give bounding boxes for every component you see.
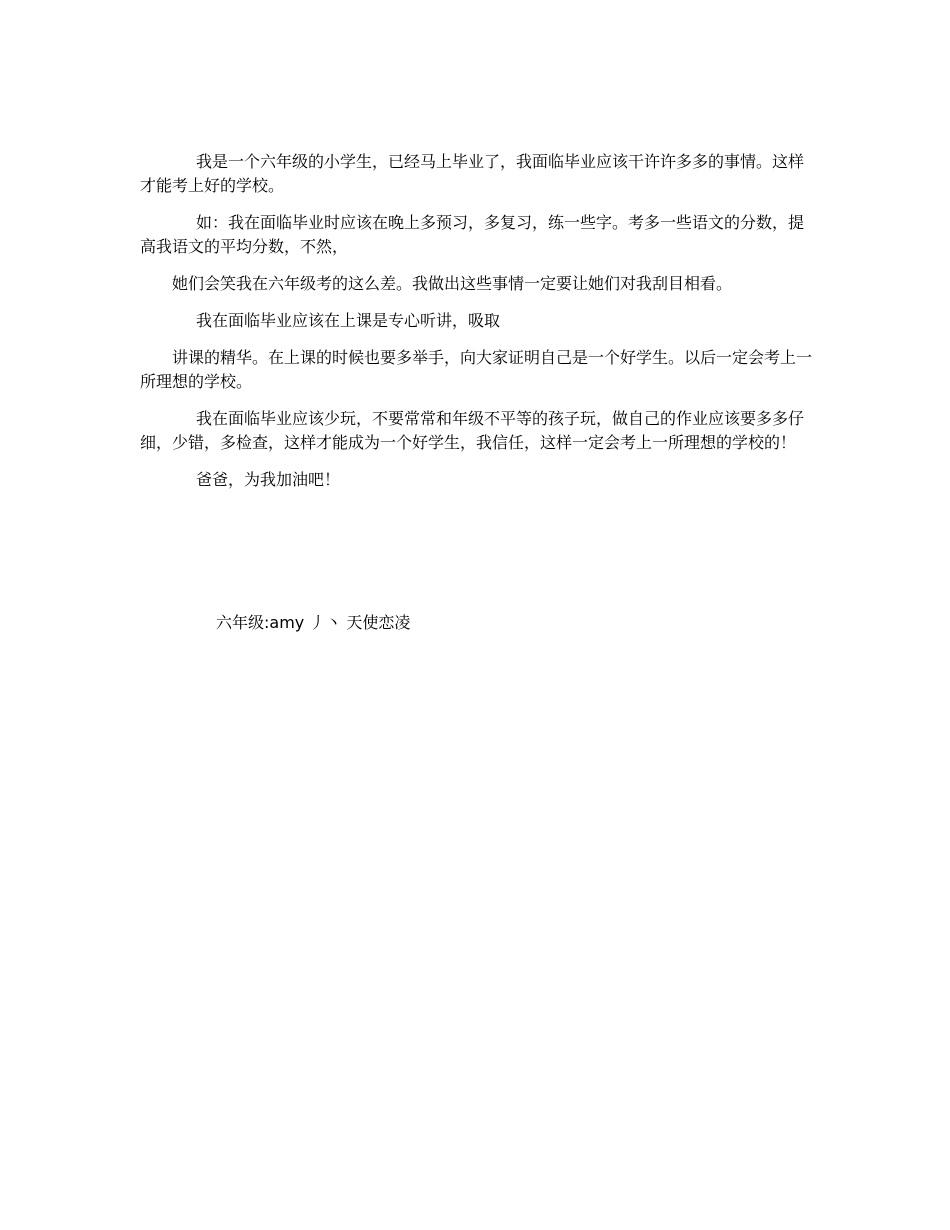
paragraph: 我是一个六年级的小学生，已经马上毕业了，我面临毕业应该干许许多多的事情。这样才能考上好的学校。 [140, 152, 805, 195]
document-body [140, 150, 812, 492]
paragraph: 我在面临毕业应该少玩，不要常常和年级不平等的孩子玩，做自己的作业应该要多多仔细，少错，多检查，这样才能成为一个好学生，我信任，这样一定会考上一所理想的学校的！ [140, 409, 805, 452]
paragraph: 讲课的精华。在上课的时候也要多举手，向大家证明自己是一个好学生。以后一定会考上一所理想的学校。 [140, 348, 813, 391]
paragraph: 她们会笑我在六年级考的这么差。我做出这些事情一定要让她们对我刮目相看。 [172, 274, 733, 293]
paragraph: 如：我在面临毕业时应该在晚上多预习，多复习，练一些字。考多一些语文的分数，提高我语文的平均分数，不然， [140, 213, 805, 256]
paragraph: 爸爸，为我加油吧！ [196, 470, 341, 489]
signature: 六年级:amy 丿丶 天使恋凌 [216, 613, 411, 632]
paragraph: 我在面临毕业应该在上课是专心听讲，吸取 [196, 311, 501, 330]
